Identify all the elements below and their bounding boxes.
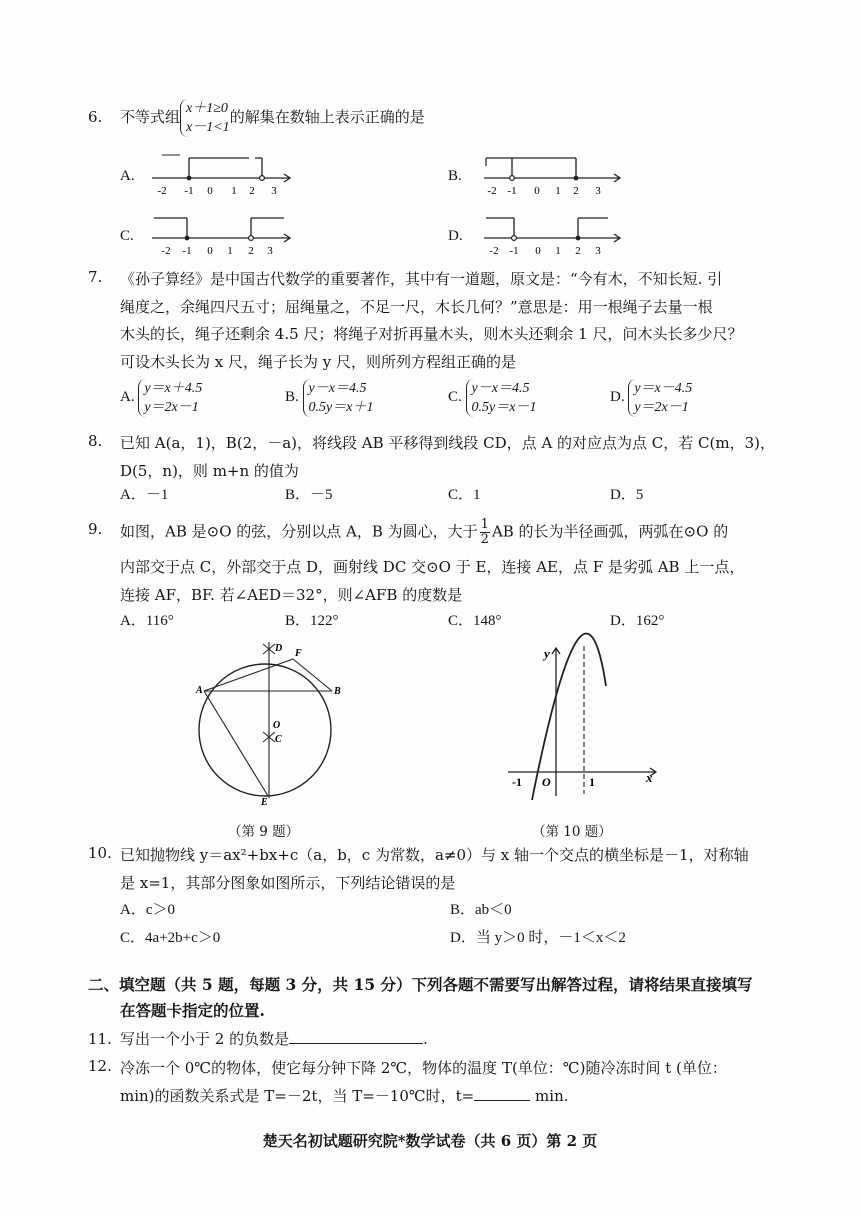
q6-d-tick: -1 (509, 245, 519, 257)
q6-b-tick: -1 (507, 185, 517, 197)
q6-d-tick: 0 (535, 245, 541, 257)
q8-option-b: B．－5 (285, 487, 333, 503)
q10-option-d: D．当 y＞0 时，－1＜x＜2 (450, 930, 626, 946)
q6-c-tick: -1 (182, 245, 192, 257)
q6-a-tick: 3 (271, 185, 277, 197)
q6-b-tick: 1 (555, 185, 561, 197)
q7-option-label: D. (610, 389, 625, 405)
q8-option-d: D．5 (610, 487, 644, 503)
fig9-label: D (275, 643, 283, 654)
q8-option-c: C．1 (448, 487, 481, 503)
fig10-label: -1 (512, 775, 522, 789)
q7-option-b (285, 377, 373, 417)
q6-stem (120, 99, 425, 137)
q7-eq: y＝x＋4.5 (144, 380, 203, 396)
q6-numberline-c (150, 210, 300, 260)
q7-line: 可设木头长为 x 尺，绳子长为 y 尺，则所列方程组正确的是 (120, 352, 517, 371)
q8-option-a: A．－1 (120, 487, 169, 503)
q6-c-tick: 1 (227, 245, 233, 257)
q9-option-d: D．162° (610, 613, 665, 629)
q6-a-tick: -1 (184, 185, 194, 197)
section2-heading-line1: 二、填空题（共 5 题，每题 3 分，共 15 分）下列各题不需要写出解答过程，请将结果直接填写 (88, 975, 753, 994)
q6-d-tick: -2 (489, 245, 499, 257)
q12-answer-blank[interactable] (474, 1086, 530, 1101)
q6-post: 的解集在数轴上表示正确的是 (229, 108, 425, 126)
q6-d-tick: 2 (575, 245, 581, 257)
q10-stem (120, 842, 749, 897)
q6-b-tick: 0 (534, 185, 540, 197)
q6-numberline-b (482, 150, 632, 200)
q10-number: 10. (88, 844, 112, 862)
q9-fraction (480, 518, 490, 547)
q6-b-tick: 2 (573, 185, 579, 197)
q7-option-c (448, 377, 536, 417)
q6-a-tick: 0 (207, 185, 213, 197)
q7-eq: 0.5y＝x－1 (471, 399, 537, 415)
q7-option-label: C. (448, 389, 462, 405)
q8-stem (120, 430, 775, 485)
q8-line2: D(5，n)，则 m+n 的值为 (120, 461, 299, 480)
q6-b-tick: -2 (487, 185, 497, 197)
q10-option-a: A．c＞0 (120, 902, 175, 918)
q9-frac-den: 2 (480, 532, 489, 547)
q9-line3: 连接 AF，BF. 若∠AED＝32°，则∠AFB 的度数是 (120, 586, 463, 604)
q6-ineq1: x＋1≥0 (186, 101, 228, 116)
q7-system (303, 379, 374, 417)
page-footer: 楚天名初试题研究院*数学试卷（共 6 页）第 2 页 (262, 1132, 598, 1150)
section2-heading-line2: 在答题卡指定的位置. (120, 1001, 265, 1020)
q11-number: 11. (88, 1030, 112, 1048)
q9-stem (120, 553, 744, 609)
fig10-caption: （第 10 题） (532, 824, 612, 840)
q9-frac-num: 1 (480, 517, 489, 532)
q9-number: 9. (88, 520, 103, 538)
q6-numberline-d (482, 210, 632, 260)
q7-system (466, 379, 537, 417)
q6-a-tick: 2 (249, 185, 255, 197)
q7-line: 《孙子算经》是中国古代数学的重要著作，其中有一道题，原文是：“今有木，不知长短. 引 (120, 270, 723, 288)
q7-eq: y＝x－4.5 (634, 380, 693, 396)
figure-10 (500, 640, 670, 800)
q8-number: 8. (88, 432, 103, 450)
q9-line1-a: 如图，AB 是⊙O 的弦，分别以点 A，B 为圆心，大于 (120, 522, 478, 541)
q12-stem (120, 1055, 727, 1110)
q7-option-label: B. (285, 389, 299, 405)
q9-line2: 内部交于点 C，外部交于点 D，画射线 DC 交⊙O 于 E，连接 AE，点 F 是劣弧 AB 上一点， (120, 558, 745, 576)
q6-b-tick: 3 (595, 185, 601, 197)
q6-a-tick: -2 (157, 185, 167, 197)
q6-system (180, 99, 230, 137)
q12-number: 12. (88, 1057, 112, 1075)
q6-ineq2: x－1<1 (186, 120, 230, 135)
q9-option-b: B．122° (285, 613, 339, 629)
fig9-caption: （第 9 题） (228, 824, 300, 840)
q7-eq: y－x＝4.5 (471, 380, 530, 396)
fig9-label: E (261, 797, 268, 808)
q9-line1-b: AB 的长为半径画弧，两弧在⊙O 的 (491, 522, 729, 541)
q6-number: 6. (88, 108, 103, 126)
q7-number: 7. (88, 268, 103, 286)
q7-option-a (120, 377, 202, 417)
fig9-label: C (275, 734, 282, 745)
figure-9 (195, 632, 345, 812)
fig10-label: x (646, 770, 653, 785)
q6-numberline-a (150, 150, 300, 200)
q7-system (138, 379, 202, 417)
q6-c-tick: 2 (248, 245, 254, 257)
fig10-label: O (542, 775, 551, 789)
q6-option-c: C. (120, 228, 134, 244)
q7-option-d (610, 377, 692, 417)
q6-c-tick: -2 (161, 245, 171, 257)
q12-unit: min. (535, 1086, 569, 1105)
q6-a-tick: 1 (231, 185, 237, 197)
q10-line1: 已知抛物线 y＝ax²+bx+c（a，b，c 为常数，a≠0）与 x 轴一个交点的横坐标是－1，对称轴 (120, 846, 749, 864)
q7-stem (120, 266, 742, 376)
fig9-label: A (196, 685, 203, 696)
q7-line: 绳度之，余绳四尺五寸；屈绳量之，不足一尺，木长几何？”意思是：用一根绳子去量一根 (120, 297, 713, 316)
q11-stem (120, 1028, 428, 1050)
fig10-label: 1 (589, 775, 595, 789)
q12-line1: 冷冻一个 0℃的物体，使它每分钟下降 2℃，物体的温度 T(单位：℃)随冷冻时间 t (单位： (120, 1059, 727, 1077)
q10-option-c: C．4a+2b+c＞0 (120, 930, 221, 946)
q7-eq: y＝2x－1 (144, 399, 199, 415)
q9-option-c: C．148° (448, 613, 502, 629)
q7-eq: 0.5y＝x＋1 (308, 399, 374, 415)
q7-option-label: A. (120, 389, 135, 405)
q12-line2: min)的函数关系式是 T=－2t，当 T=－10℃时，t= (120, 1086, 475, 1105)
q6-d-tick: 3 (595, 245, 601, 257)
q11-answer-blank[interactable] (289, 1029, 423, 1044)
fig10-label: y (544, 646, 550, 661)
q7-line: 木头的长，绳子还剩余 4.5 尺；将绳子对折再量木头，则木头还剩余 1 尺，问木头长多少尺？ (120, 325, 743, 343)
q10-line2: 是 x=1，其部分图象如图所示，下列结论错误的是 (120, 873, 456, 892)
q6-c-tick: 3 (267, 245, 273, 257)
q6-option-d: D. (448, 228, 463, 244)
fig9-label: F (295, 648, 302, 659)
q10-option-b: B．ab＜0 (450, 902, 512, 918)
q9-line1 (120, 518, 728, 547)
q11-end: . (423, 1030, 428, 1048)
q6-c-tick: 0 (207, 245, 213, 257)
q6-pre: 不等式组 (120, 108, 181, 126)
q7-eq: y＝2x－1 (634, 399, 689, 415)
q6-d-tick: 1 (555, 245, 561, 257)
q8-line1: 已知 A(a，1)，B(2，－a)，将线段 AB 平移得到线段 CD，点 A 的对应点为点 C，若 C(m，3)， (120, 434, 776, 452)
q6-option-a: A. (120, 168, 135, 184)
fig9-label: O (273, 720, 281, 731)
q6-option-b: B. (448, 168, 462, 184)
q7-eq: y－x＝4.5 (308, 380, 367, 396)
q11-text: 写出一个小于 2 的负数是 (120, 1030, 290, 1048)
fig9-label: B (334, 686, 341, 697)
q7-system (628, 379, 692, 417)
q9-option-a: A．116° (120, 613, 174, 629)
